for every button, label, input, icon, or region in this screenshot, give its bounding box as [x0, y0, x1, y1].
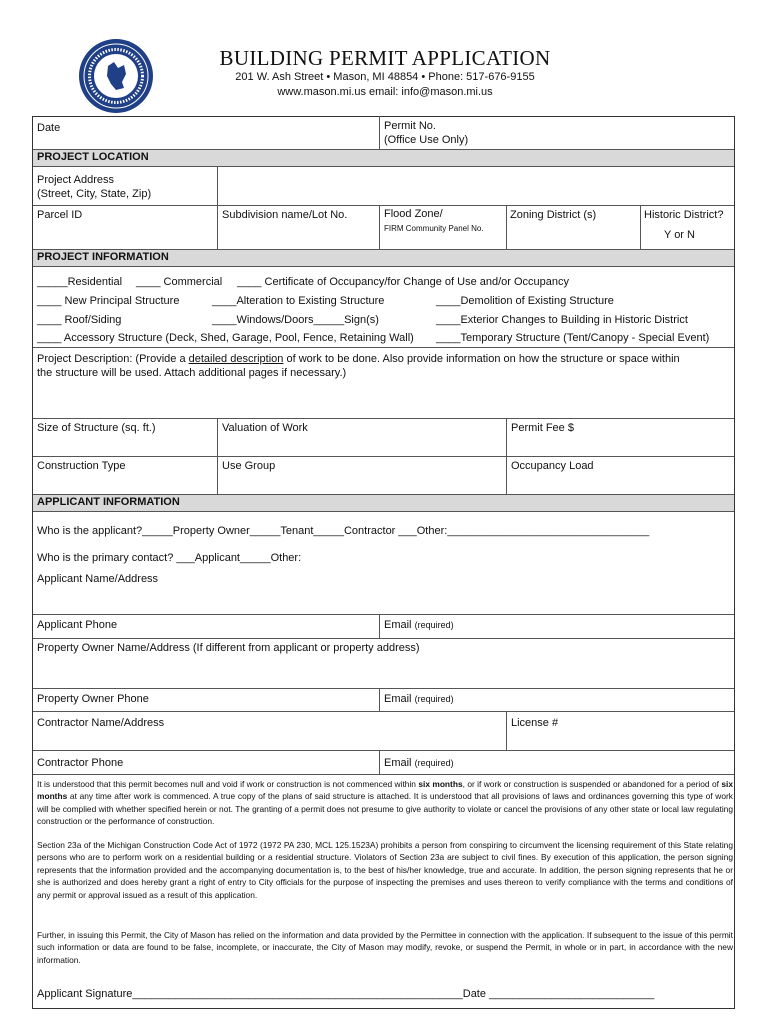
section-heading-project-information: PROJECT INFORMATION	[37, 251, 169, 263]
divider-v	[379, 614, 380, 638]
divider	[33, 266, 734, 267]
license-label: License #	[511, 717, 559, 729]
option-windows-doors-signs[interactable]: ____Windows/Doors_____Sign(s)	[212, 314, 379, 326]
contractor-name-address-label: Contractor Name/Address	[37, 717, 165, 729]
option-temporary-structure[interactable]: ____Temporary Structure (Tent/Canopy - Special Event)	[436, 332, 710, 344]
owner-phone-label: Property Owner Phone	[37, 693, 149, 705]
option-certificate-of-occupancy[interactable]: ____ Certificate of Occupancy/for Change of Use and/or Occupancy	[237, 276, 570, 288]
date-label: Date	[37, 122, 61, 134]
option-new-principal-structure[interactable]: ____ New Principal Structure	[37, 295, 180, 307]
legal-paragraph-3: Further, in issuing this Permit, the City of Mason has relied on the information and data provided by the Permittee in connection with the application. If subsequent to the issue of this permit such information or data are found to be false, incomplete, or inaccurate, the City of Mason may modify, revoke, or suspend the Permit, in whole or in part, in accordance with the new information.	[37, 930, 733, 965]
applicant-name-address-label: Applicant Name/Address	[37, 573, 159, 585]
owner-email-label: Email (required)	[384, 693, 454, 705]
divider	[33, 638, 734, 639]
divider	[33, 166, 734, 167]
divider	[33, 511, 734, 512]
divider-v	[640, 205, 641, 249]
divider-v	[506, 711, 507, 750]
divider	[33, 205, 734, 206]
permit-fee-label: Permit Fee $	[511, 422, 574, 434]
size-of-structure-label: Size of Structure (sq. ft.)	[37, 422, 156, 434]
signature-date-line[interactable]: Applicant Signature______________________________________________________Date ___________________________	[37, 988, 655, 1000]
divider	[33, 149, 734, 150]
divider-v	[379, 750, 380, 774]
divider	[33, 750, 734, 751]
option-alteration[interactable]: ____Alteration to Existing Structure	[212, 295, 385, 307]
option-residential[interactable]: _____Residential	[37, 276, 123, 288]
option-exterior-historic[interactable]: ____Exterior Changes to Building in Historic District	[436, 314, 688, 326]
primary-contact[interactable]: Who is the primary contact? ___Applicant_____Other:	[37, 552, 302, 564]
project-address-label: Project Address	[37, 174, 115, 186]
option-demolition[interactable]: ____Demolition of Existing Structure	[436, 295, 614, 307]
divider	[33, 347, 734, 348]
office-address: 201 W. Ash Street • Mason, MI 48854 • Phone: 517-676-9155	[235, 71, 535, 83]
divider-v	[506, 418, 507, 494]
divider	[33, 494, 734, 495]
divider	[33, 774, 734, 775]
applicant-phone-label: Applicant Phone	[37, 619, 118, 631]
legal-paragraph-1: It is understood that this permit becomes null and void if work or construction is not commenced within six months, or if work or construction is suspended or abandoned for a period of six months at any time after work is commenced. A true copy of the plans of said structure is attached. It is understood that all provisions of laws and ordinances governing this type of work will be complied with whether specified herein or not. The granting of a permit does not presume to give authority to violate or cancel the provisions of any other state or local law regulating construction or the performance of construction.	[37, 779, 733, 827]
divider	[33, 456, 734, 457]
section-heading-applicant-information: APPLICANT INFORMATION	[37, 496, 180, 508]
project-description-hint: the structure will be used. Attach additional pages if necessary.)	[37, 367, 347, 379]
project-description-label: Project Description: (Provide a detailed description of work to be done. Also provide information on how the structure or space within	[37, 353, 680, 365]
divider	[33, 711, 734, 712]
divider-v	[217, 166, 218, 249]
occupancy-load-label: Occupancy Load	[511, 460, 594, 472]
historic-yes-no[interactable]: Y or N	[664, 229, 695, 241]
contractor-email-label: Email (required)	[384, 757, 454, 769]
construction-type-label: Construction Type	[37, 460, 126, 472]
who-is-applicant[interactable]: Who is the applicant?_____Property Owner_____Tenant_____Contractor ___Other:_________________________________	[37, 525, 650, 537]
historic-district-label: Historic District?	[644, 209, 724, 221]
legal-paragraph-2: Section 23a of the Michigan Construction Code Act of 1972 (1972 PA 230, MCL 125.1523A) prohibits a person from conspiring to circumvent the licensing requirement of this State relating persons who are to perform work on a residential building or a residential structure. Violators of Section 23a are subject to civil fines. By execution of this application, the person signing represents that the information provided and the accompanying documentation is, to the best of his/her knowledge, true and accurate. In addition, the person signing represents that he or she is authorized and does hereby grant a right of entry to City officials for the purpose of inspecting the premises and uses thereon to verify compliance with the terms and conditions of any permit or approval issued as a result of this application.	[37, 840, 733, 900]
divider-v	[506, 205, 507, 249]
divider	[33, 418, 734, 419]
valuation-label: Valuation of Work	[222, 422, 308, 434]
divider	[33, 249, 734, 250]
divider-v	[379, 205, 380, 249]
contractor-phone-label: Contractor Phone	[37, 757, 124, 769]
subdivision-label: Subdivision name/Lot No.	[222, 209, 348, 221]
option-commercial[interactable]: ____ Commercial	[136, 276, 223, 288]
flood-zone-label: Flood Zone/	[384, 208, 443, 220]
divider-v	[217, 418, 218, 494]
document-title: BUILDING PERMIT APPLICATION	[219, 46, 551, 70]
divider	[33, 688, 734, 689]
section-heading-project-location: PROJECT LOCATION	[37, 151, 149, 163]
divider-v	[379, 116, 380, 149]
option-accessory-structure[interactable]: ____ Accessory Structure (Deck, Shed, Garage, Pool, Fence, Retaining Wall)	[37, 332, 414, 344]
applicant-email-label: Email (required)	[384, 619, 454, 631]
project-address-hint: (Street, City, State, Zip)	[37, 188, 152, 200]
permit-no-label: Permit No.	[384, 120, 436, 132]
option-roof-siding[interactable]: ____ Roof/Siding	[37, 314, 122, 326]
website-email: www.mason.mi.us email: info@mason.mi.us	[277, 86, 493, 98]
use-group-label: Use Group	[222, 460, 276, 472]
divider-v	[379, 688, 380, 711]
firm-panel-label: FIRM Community Panel No.	[384, 224, 484, 233]
owner-name-address-label: Property Owner Name/Address (If different from applicant or property address)	[37, 642, 420, 654]
office-use-label: (Office Use Only)	[384, 134, 469, 146]
divider	[33, 614, 734, 615]
zoning-district-label: Zoning District (s)	[510, 209, 597, 221]
parcel-id-label: Parcel ID	[37, 209, 83, 221]
